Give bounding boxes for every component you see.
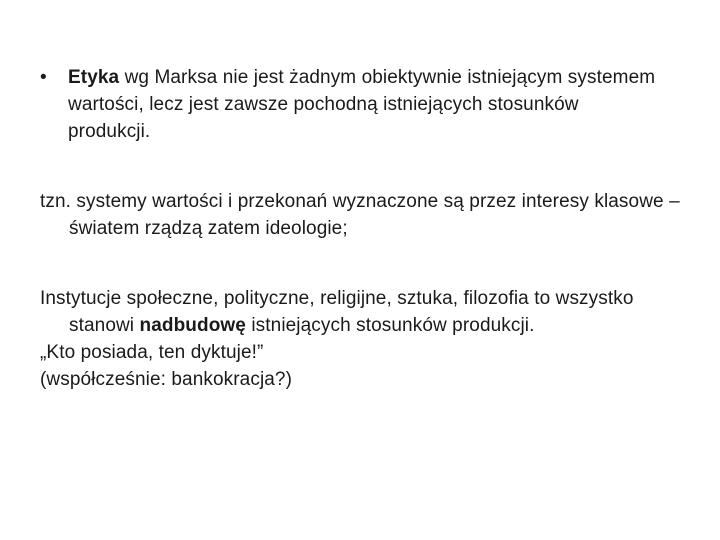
etyka-rest-text: wg Marksa nie jest żadnym obiektywnie istniejącym systemem wartości, lecz jest zawsze pochodną istniejących stosunków produkcji. xyxy=(68,67,656,142)
bold-term-nadbudowe: nadbudowę xyxy=(139,315,246,336)
paragraph-etyka xyxy=(40,64,660,145)
paragraph-instytucje xyxy=(40,285,680,393)
bullet-text xyxy=(68,64,660,145)
paragraph-systemy-wartosci xyxy=(40,188,680,242)
quote-text: „Kto posiada, ten dyktuje!” xyxy=(40,342,264,363)
bankokracja-text: (współcześnie: bankokracja?) xyxy=(40,369,293,390)
instytucje-text xyxy=(40,285,680,339)
instytucje-before-text: Instytucje społeczne, polityczne, religijne, sztuka, filozofia to wszystko stanowi xyxy=(40,288,634,336)
bullet-icon: • xyxy=(40,67,47,88)
bold-term-etyka: Etyka xyxy=(68,67,120,88)
instytucje-after-text: istniejących stosunków produkcji. xyxy=(245,315,535,336)
bullet-item xyxy=(40,64,660,145)
systemy-wartosci-text: tzn. systemy wartości i przekonań wyznaczone są przez interesy klasowe – światem rządzą zatem ideologie; xyxy=(40,191,680,239)
